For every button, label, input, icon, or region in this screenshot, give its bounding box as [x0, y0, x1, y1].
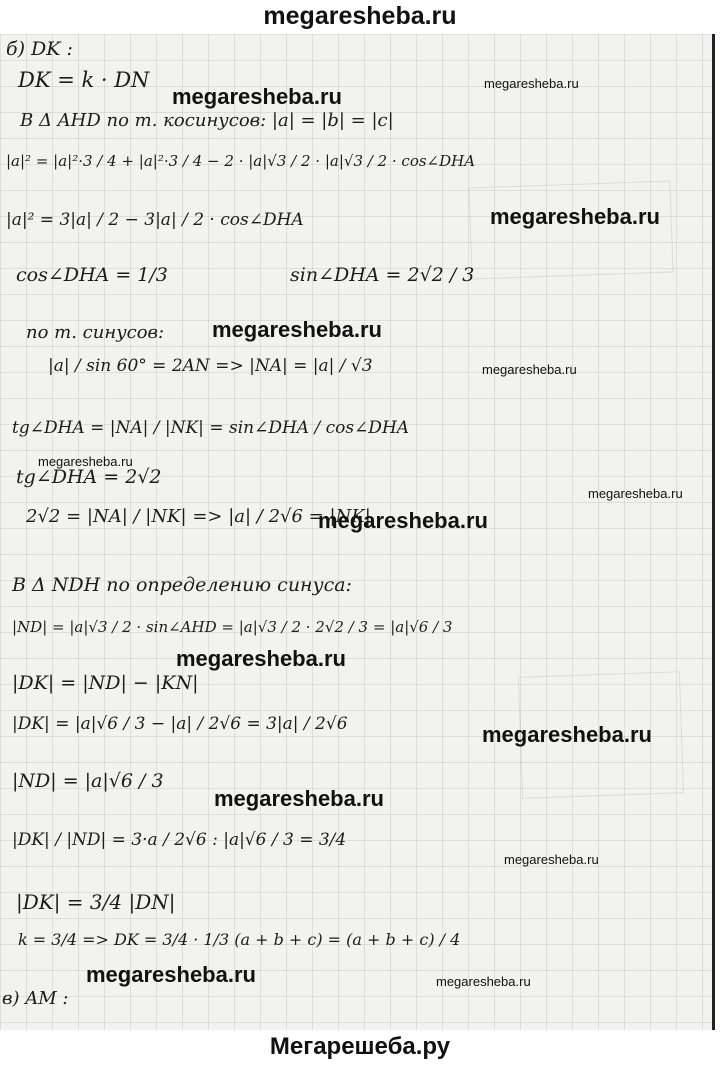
- watermark: megaresheba.ru: [588, 486, 683, 501]
- watermark: megaresheba.ru: [172, 84, 342, 109]
- watermark: megaresheba.ru: [482, 362, 577, 377]
- site-footer: Мегарешеба.ру: [269, 1033, 451, 1060]
- watermark: megaresheba.ru: [38, 454, 133, 469]
- solution-line: cos∠DHA = 1/3: [16, 264, 168, 286]
- solution-line: |a|² = 3|a| / 2 − 3|a| / 2 · cos∠DHA: [6, 210, 304, 230]
- solution-line: |a|² = |a|²·3 / 4 + |a|²·3 / 4 − 2 · |a|√3 / 2 · |a|√3 / 2 · cos∠DHA: [6, 152, 476, 170]
- solution-line: DK = k · DN: [18, 68, 150, 92]
- solution-line: tg∠DHA = |NA| / |NK| = sin∠DHA / cos∠DHA: [12, 418, 410, 438]
- bleed-through-shape: [468, 181, 673, 280]
- solution-line: 2√2 = |NA| / |NK| => |a| / 2√6 = |NK|: [26, 506, 371, 527]
- solution-line: |ND| = |a|√3 / 2 · sin∠AHD = |a|√3 / 2 · 2√2 / 3 = |a|√6 / 3: [12, 618, 453, 636]
- watermark: megaresheba.ru: [212, 317, 382, 342]
- handwritten-sheet: [0, 34, 715, 1030]
- watermark: megaresheba.ru: [318, 508, 488, 533]
- solution-line: |DK| = |ND| − |KN|: [12, 672, 199, 694]
- solution-line: В Δ NDH по определению синуса:: [12, 574, 352, 596]
- watermark: megaresheba.ru: [482, 722, 652, 747]
- solution-line: |a| / sin 60° = 2AN => |NA| = |a| / √3: [48, 356, 373, 376]
- solution-line: |ND| = |a|√6 / 3: [12, 770, 164, 792]
- watermark: megaresheba.ru: [484, 76, 579, 91]
- solution-line: |DK| = 3/4 |DN|: [16, 890, 176, 914]
- solution-line: tg∠DHA = 2√2: [16, 466, 162, 488]
- solution-line: в) AM :: [2, 988, 69, 1009]
- watermark: megaresheba.ru: [490, 204, 660, 229]
- solution-line: б) DK :: [6, 38, 73, 60]
- solution-line: sin∠DHA = 2√2 / 3: [290, 264, 475, 286]
- watermark: megaresheba.ru: [86, 962, 256, 987]
- watermark: megaresheba.ru: [436, 974, 531, 989]
- solution-line: k = 3/4 => DK = 3/4 · 1/3 (a + b + c) = (a + b + c) / 4: [18, 930, 461, 949]
- site-header: megaresheba.ru: [263, 2, 457, 30]
- watermark: megaresheba.ru: [176, 646, 346, 671]
- watermark: megaresheba.ru: [214, 786, 384, 811]
- solution-line: по т. синусов:: [26, 322, 165, 343]
- solution-line: |DK| = |a|√6 / 3 − |a| / 2√6 = 3|a| / 2√6: [12, 714, 348, 734]
- watermark: megaresheba.ru: [504, 852, 599, 867]
- solution-line: В Δ AHD по т. косинусов: |a| = |b| = |c|: [20, 110, 394, 131]
- solution-line: |DK| / |ND| = 3·a / 2√6 : |a|√6 / 3 = 3/4: [12, 830, 347, 850]
